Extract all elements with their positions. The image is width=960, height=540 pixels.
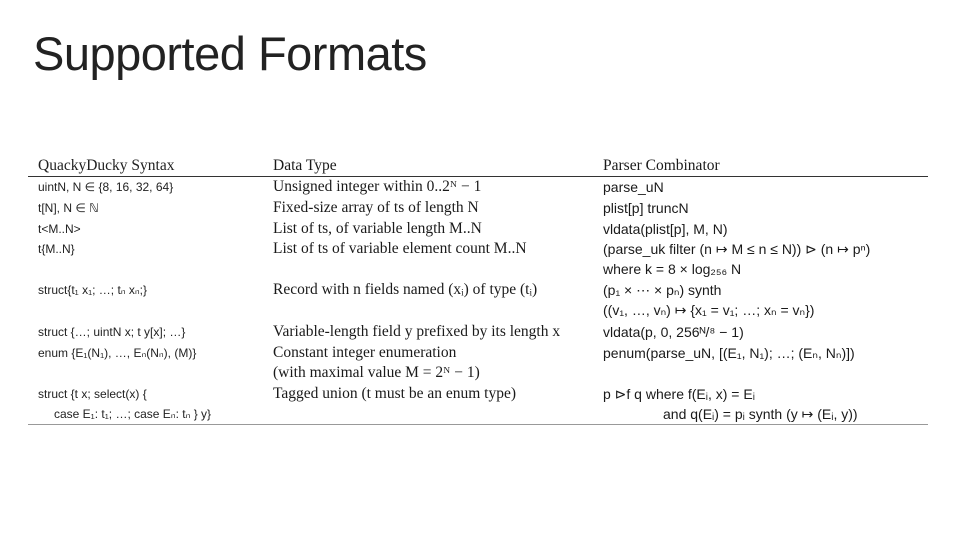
row-parser: and q(Eᵢ) = pᵢ synth (y ↦ (Eᵢ, y)) <box>663 406 858 422</box>
row-syntax: t<M..N> <box>38 222 81 236</box>
bottom-rule <box>28 424 928 425</box>
row-syntax: uintN, N ∈ {8, 16, 32, 64} <box>38 180 174 194</box>
row-parser: plist[p] truncN <box>603 200 689 216</box>
row-type: Record with n fields named (xᵢ) of type (tᵢ) <box>273 281 538 298</box>
header-parser: Parser Combinator <box>603 157 720 174</box>
row-syntax: enum {E₁(N₁), …, Eₙ(Nₙ), (M)} <box>38 346 197 360</box>
row-type: Constant integer enumeration <box>273 344 457 361</box>
row-syntax: case E₁: t₁; …; case Eₙ: tₙ } y} <box>54 407 212 421</box>
row-parser: vldata(p, 0, 256ᴺ/⁸ − 1) <box>603 324 744 340</box>
row-syntax: t{M..N} <box>38 242 75 256</box>
slide-title: Supported Formats <box>33 27 427 80</box>
row-syntax: t[N], N ∈ ℕ <box>38 201 99 215</box>
row-type: List of ts, of variable length M..N <box>273 220 482 237</box>
row-parser: (parse_uk filter (n ↦ M ≤ n ≤ N)) ⊳ (n ↦ pⁿ) <box>603 241 871 257</box>
row-syntax: struct{t₁ x₁; …; tₙ xₙ;} <box>38 283 148 297</box>
row-parser: parse_uN <box>603 179 664 195</box>
row-parser: penum(parse_uN, [(E₁, N₁); …; (Eₙ, Nₙ)]) <box>603 345 855 361</box>
row-parser: p ⊳f q where f(Eᵢ, x) = Eᵢ <box>603 386 755 402</box>
row-parser: vldata(plist[p], M, N) <box>603 221 728 237</box>
row-parser: (p₁ × ⋯ × pₙ) synth <box>603 282 722 298</box>
header-syntax: QuackyDucky Syntax <box>38 157 175 174</box>
row-type: List of ts of variable element count M..N <box>273 240 527 257</box>
row-type: Unsigned integer within 0..2ᴺ − 1 <box>273 178 482 195</box>
row-parser-cont: ((v₁, …, vₙ) ↦ {x₁ = v₁; …; xₙ = vₙ}) <box>603 302 815 318</box>
row-type: Fixed-size array of ts of length N <box>273 199 479 216</box>
row-syntax: struct {…; uintN x; t y[x]; …} <box>38 325 186 339</box>
header-data-type: Data Type <box>273 157 337 174</box>
row-parser-cont: where k = 8 × log₂₅₆ N <box>603 261 742 277</box>
row-syntax: struct {t x; select(x) { <box>38 387 147 401</box>
row-type: (with maximal value M = 2ᴺ − 1) <box>273 364 480 381</box>
header-rule <box>28 176 928 177</box>
row-type: Tagged union (t must be an enum type) <box>273 385 516 402</box>
row-type: Variable-length field y prefixed by its length x <box>273 323 561 340</box>
